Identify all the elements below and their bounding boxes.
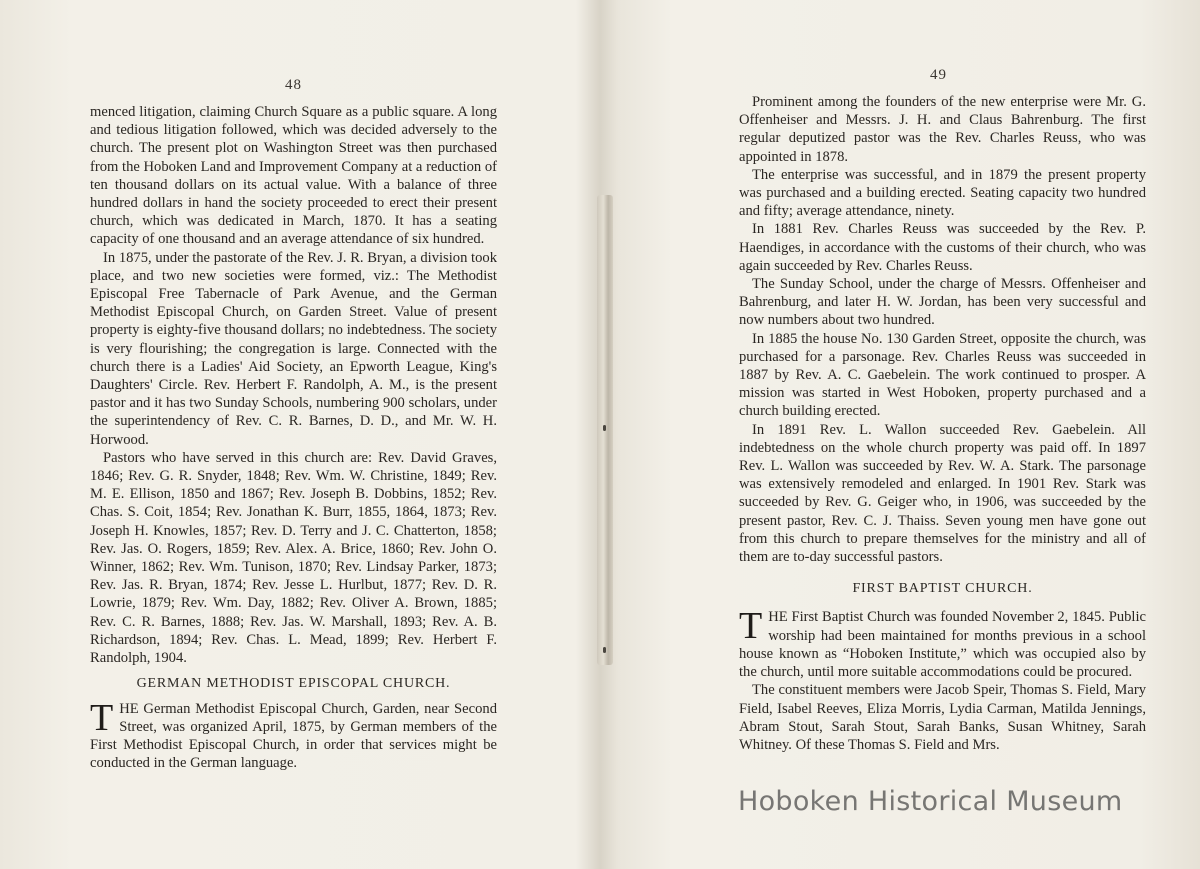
paragraph: menced litigation, claiming Church Square as a public square. A long and tedious litigation followed, which was decided adversely to the church. The present plot on Washington Street was then purchased from the Hoboken Land and Improvement Company at a reduction of ten thousand dollars on its actual value. With a balance of three hundred dollars in hand the society proceeded to erect their present church, which was dedicated in March, 1870. It has a seating capacity of one thousand and an average attendance of six hundred.	[90, 104, 497, 248]
section-text: HE First Baptist Church was founded November 2, 1845. Public worship had been maintained for months previous in a school house known as “Hoboken Institute,” which was occupied also by the church, until more suitable accommodations could be procured.	[739, 609, 1146, 681]
paragraph: Prominent among the founders of the new enterprise were Mr. G. Offenheiser and Messrs. J. H. and Claus Bahrenburg. The first regular deputized pastor was the Rev. Charles Reuss, who was appointed in 1878.	[739, 94, 1146, 165]
paragraph: In 1891 Rev. L. Wallon succeeded Rev. Gaebelein. All indebtedness on the whole church property was paid off. In 1897 Rev. L. Wallon was succeeded by Rev. W. A. Stark. The parsonage was extensively remodeled and enlarged. In 1901 Rev. Stark was succeeded by Rev. G. Geiger who, in 1906, was succeeded by the present pastor, Rev. C. J. Thaiss. Seven young men have gone out from this church to prepare themselves for the ministry and all of them are to-day successful pastors.	[739, 421, 1146, 566]
section-heading: GERMAN METHODIST EPISCOPAL CHURCH.	[136, 676, 451, 692]
paragraph: In 1881 Rev. Charles Reuss was succeeded by the Rev. P. Haendiges, in accordance with the customs of their church, who was again succeeded by Rev. Charles Reuss.	[739, 221, 1146, 274]
section-paragraph	[739, 605, 1146, 681]
page-number: 49	[930, 67, 947, 83]
drop-cap: T	[739, 605, 763, 648]
paragraph: The constituent members were Jacob Speir, Thomas S. Field, Mary Field, Isabel Reeves, Eliza Morris, Lydia Carman, Matilda Jennings, Abram Stout, Sarah Stout, Sarah Banks, Susan Whitney, Sarah Whitney. Of these Thomas S. Field and Mrs.	[739, 682, 1146, 753]
watermark: Hoboken Historical Museum	[738, 786, 1123, 817]
page-number: 48	[285, 77, 302, 93]
section-heading: FIRST BAPTIST CHURCH.	[852, 581, 1033, 597]
paragraph: The Sunday School, under the charge of Messrs. Offenheiser and Bahrenburg, and later H. W. Jordan, has been very successful and now numbers about two hundred.	[739, 276, 1146, 329]
right-page	[600, 0, 1200, 869]
paragraph: In 1885 the house No. 130 Garden Street, opposite the church, was purchased for a parsonage. Rev. Charles Reuss was succeeded in 1887 by Rev. A. C. Gaebelein. The work continued to prosper. A mission was started in West Hoboken, property purchased and a church building erected.	[739, 330, 1146, 420]
section-paragraph	[90, 696, 497, 773]
paragraph: In 1875, under the pastorate of the Rev. J. R. Bryan, a division took place, and two new societies were formed, viz.: The Methodist Episcopal Free Tabernacle of Park Avenue, and the German Methodist Episcopal Church, on Garden Street. Value of present property is eighty-five thousand dollars; no indebtedness. The society is very flourishing; the congregation is large. Connected with the church there is a Ladies' Aid Society, an Epworth League, King's Daughters' Circle. Rev. Herbert F. Randolph, A. M., is the present pastor and it has two Sunday Schools, numbering 900 scholars, under the superintendency of Rev. C. R. Barnes, D. D., and Mr. W. H. Horwood.	[90, 249, 497, 448]
paragraph: The enterprise was successful, and in 1879 the present property was purchased and a building erected. Seating capacity two hundred and fifty; average attendance, ninety.	[739, 166, 1146, 220]
section-text: HE German Methodist Episcopal Church, Garden, near Second Street, was organized April, 1875, by German members of the First Methodist Episcopal Church, in order that services might be conducted in the German language.	[90, 700, 497, 772]
drop-cap: T	[90, 696, 114, 739]
paragraph: Pastors who have served in this church are: Rev. David Graves, 1846; Rev. G. R. Snyder, 1848; Rev. Wm. W. Christine, 1849; Rev. M. E. Ellison, 1850 and 1867; Rev. Joseph B. Dobbins, 1852; Rev. Chas. S. Coit, 1854; Rev. Jonathan K. Burr, 1855, 1864, 1873; Rev. Joseph H. Knowles, 1857; Rev. D. Terry and J. C. Chatterton, 1858; Rev. Jas. O. Rogers, 1859; Rev. Alex. A. Brice, 1860; Rev. John O. Winner, 1862; Rev. Wm. Tunison, 1870; Rev. Lindsay Parker, 1873; Rev. Jas. R. Bryan, 1874; Rev. Jesse L. Hurlbut, 1877; Rev. D. R. Lowrie, 1879; Rev. Wm. Day, 1882; Rev. Oliver A. Brown, 1885; Rev. C. R. Barnes, 1888; Rev. Jas. W. Marshall, 1893; Rev. A. B. Richardson, 1894; Rev. Chas. L. Mead, 1899; Rev. Herbert F. Randolph, 1904.	[90, 449, 497, 667]
left-page-body	[90, 103, 497, 772]
right-page-body	[739, 93, 1146, 754]
